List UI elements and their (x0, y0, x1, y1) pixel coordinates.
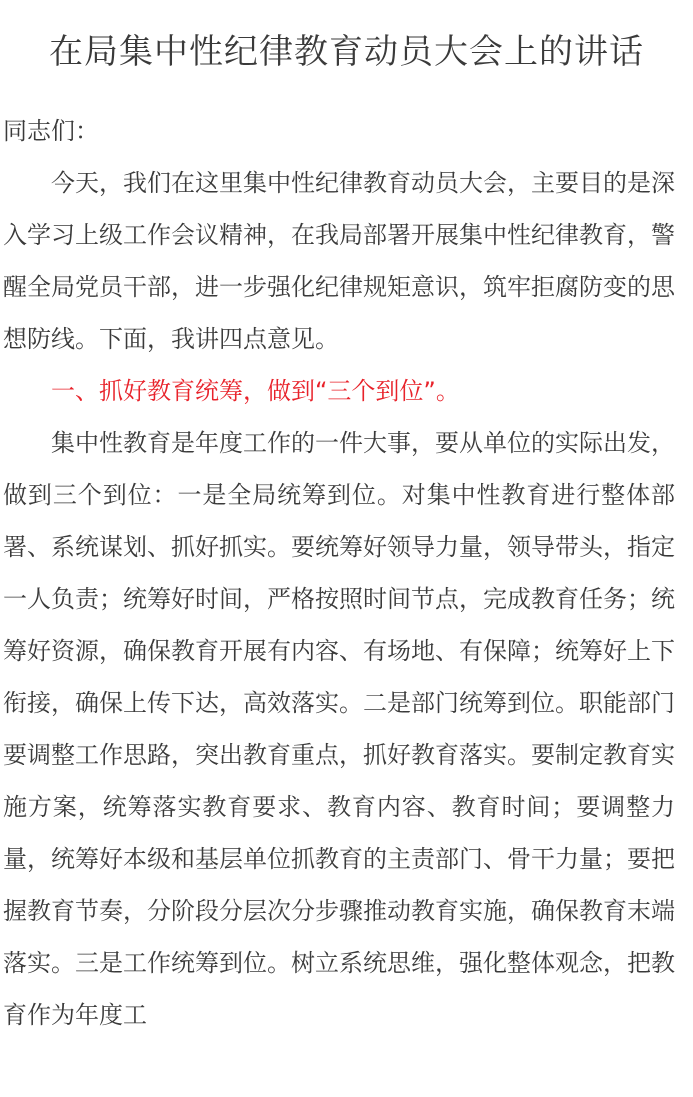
section-1-paragraph: 集中性教育是年度工作的一件大事，要从单位的实际出发，做到三个到位：一是全局统筹到位。对集中性教育进行整体部署、系统谋划、抓好抓实。要统筹好领导力量，领导带头，指定一人负责；统筹好时间，严格按照时间节点，完成教育任务；统筹好资源，确保教育开展有内容、有场地、有保障；统筹好上下衔接，确保上传下达，高效落实。二是部门统筹到位。职能部门要调整工作思路，突出教育重点，抓好教育落实。要制定教育实施方案，统筹落实教育要求、教育内容、教育时间；要调整力量，统筹好本级和基层单位抓教育的主责部门、骨干力量；要把握教育节奏，分阶段分层次分步骤推动教育实施，确保教育末端落实。三是工作统筹到位。树立系统思维，强化整体观念，把教育作为年度工 (3, 429, 675, 1029)
document-body (3, 105, 675, 1041)
intro-paragraph: 今天，我们在这里集中性纪律教育动员大会，主要目的是深入学习上级工作会议精神，在我局部署开展集中性纪律教育，警醒全局党员干部，进一步强化纪律规矩意识，筑牢拒腐防变的思想防线。下面，我讲四点意见。 (3, 169, 675, 353)
salutation: 同志们： (3, 117, 99, 145)
document-title: 在局集中性纪律教育动员大会上的讲话 (49, 32, 644, 72)
section-1-heading: 一、抓好教育统筹，做到“三个到位”。 (51, 377, 460, 405)
